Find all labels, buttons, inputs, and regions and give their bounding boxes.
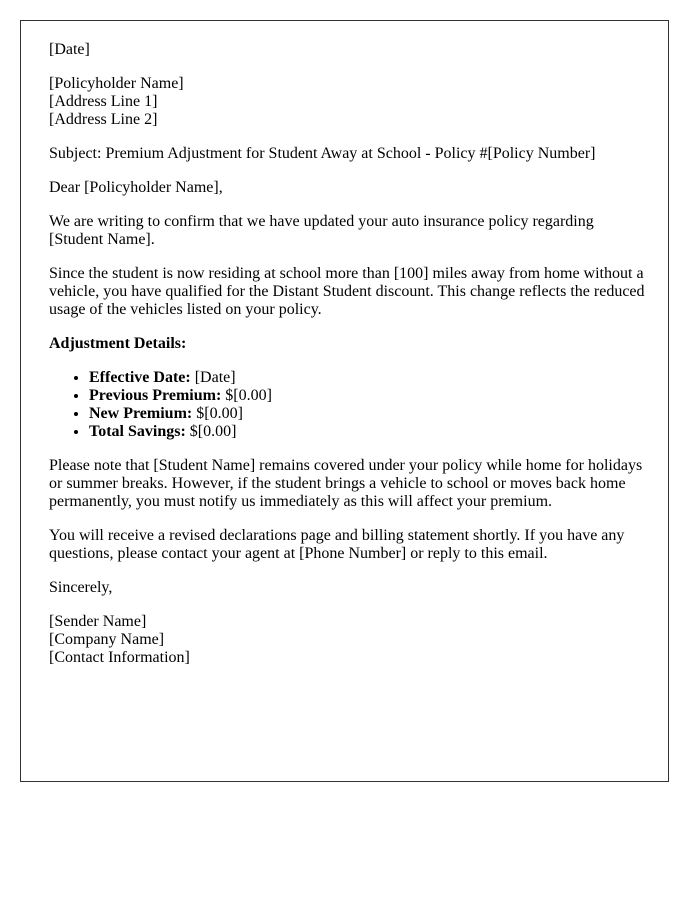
detail-previous-premium: • Previous Premium: $[0.00] [89, 387, 648, 405]
recipient-address [49, 75, 648, 129]
paragraph-discount: Since the student is now residing at school more than [100] miles away from home without a vehicle, you have qualified for the Distant Student discount. This change reflects the reduced usage of the vehicles listed on your policy. [49, 265, 645, 318]
sender-contact: [Contact Information] [49, 649, 190, 666]
paragraph-coverage-note: Please note that [Student Name] remains covered under your policy while home for holidays or summer breaks. However, if the student brings a vehicle to school or moves back home permanently, you must notify us immediately as this will affect your premium. [49, 457, 643, 510]
recipient-address-line-2: [Address Line 2] [49, 111, 158, 128]
closing: Sincerely, [49, 579, 113, 596]
paragraph-next-steps: You will receive a revised declarations page and billing statement shortly. If you have any questions, please contact your agent at [Phone Number] or reply to this email. [49, 527, 625, 562]
letter-document [20, 20, 669, 782]
letter-subject: Subject: Premium Adjustment for Student Away at School - Policy #[Policy Number] [49, 145, 596, 162]
detail-new-premium: • New Premium: $[0.00] [89, 405, 648, 423]
adjustment-details-list [49, 369, 648, 441]
sender-name: [Sender Name] [49, 613, 147, 630]
sender-company: [Company Name] [49, 631, 165, 648]
details-heading: Adjustment Details: [49, 335, 187, 352]
sender-signature [49, 613, 648, 667]
paragraph-confirmation: We are writing to confirm that we have updated your auto insurance policy regarding [Student Name]. [49, 213, 594, 248]
salutation: Dear [Policyholder Name], [49, 179, 223, 196]
detail-total-savings: • Total Savings: $[0.00] [89, 423, 648, 441]
recipient-name: [Policyholder Name] [49, 75, 184, 92]
detail-effective-date: • Effective Date: [Date] [89, 369, 648, 387]
recipient-address-line-1: [Address Line 1] [49, 93, 158, 110]
letter-date: [Date] [49, 41, 90, 58]
